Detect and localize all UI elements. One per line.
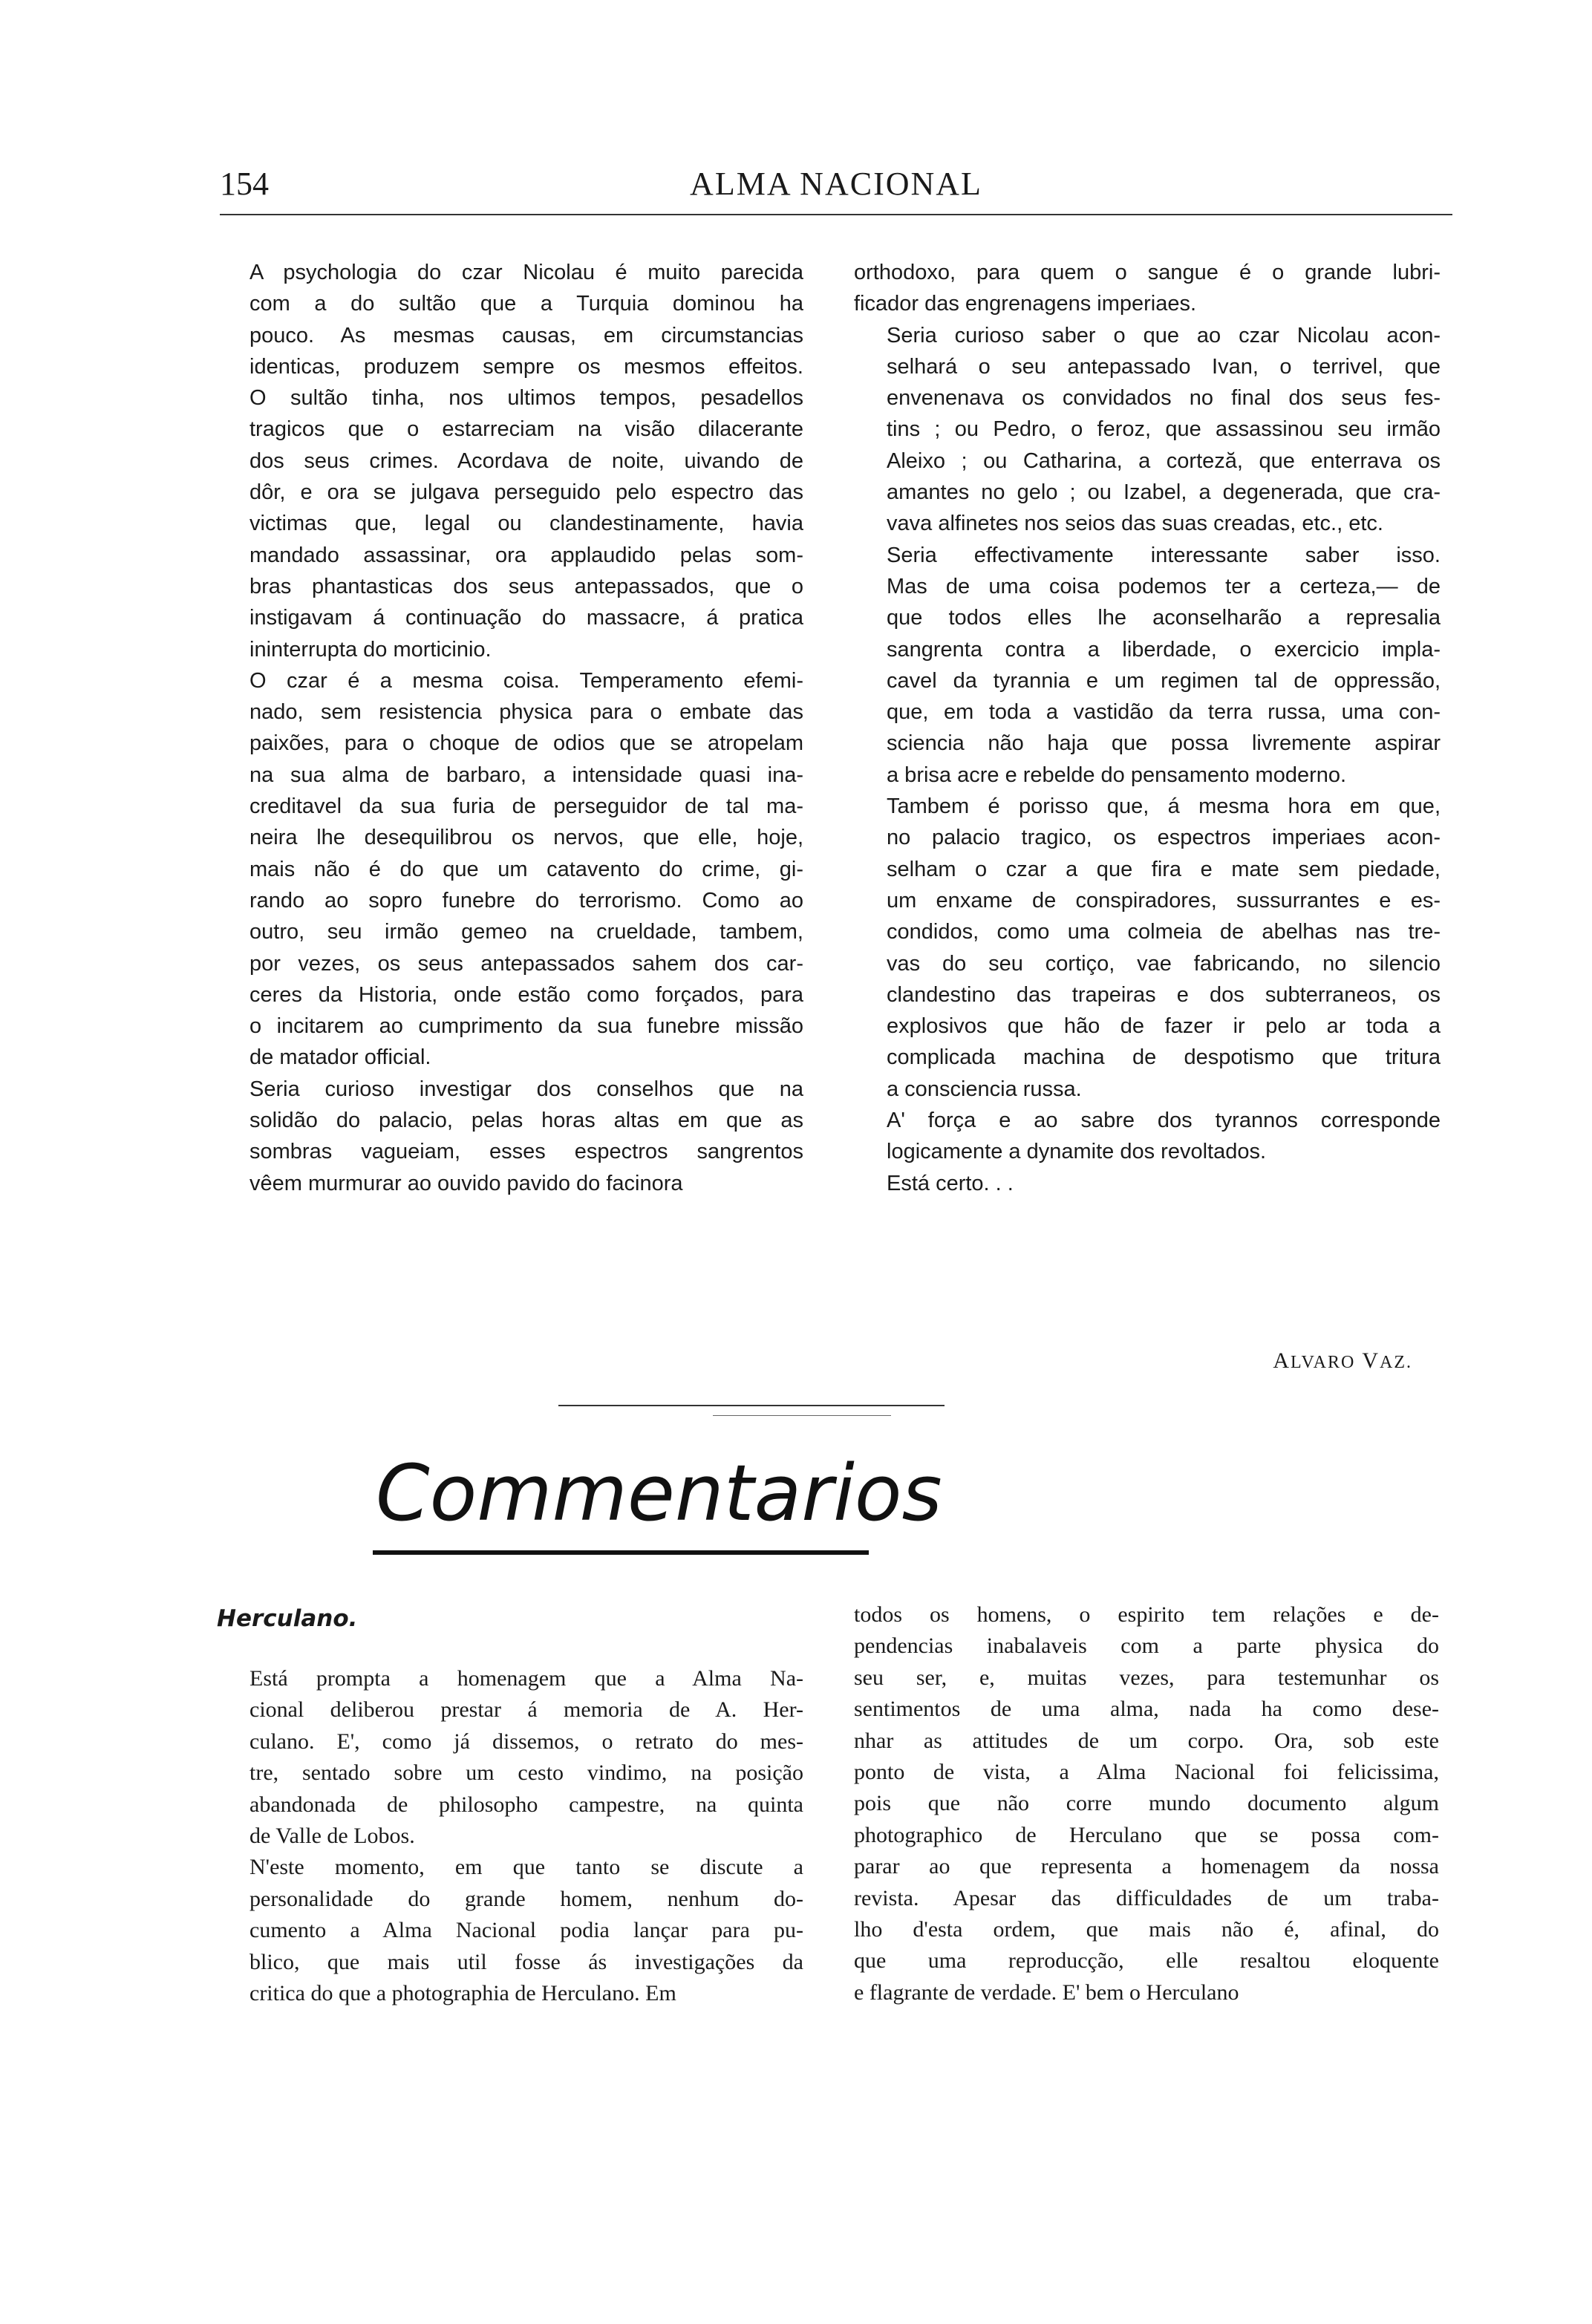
text-line: sangrenta contra a liberdade, o exercicio impla- bbox=[887, 637, 1441, 662]
text-line: um enxame de conspiradores, sussurrantes e es- bbox=[887, 888, 1441, 913]
signature-last-name: AZ. bbox=[1380, 1353, 1412, 1372]
commentarios-left-column bbox=[217, 1663, 803, 2009]
paragraph bbox=[854, 257, 1441, 320]
text-line: na sua alma de barbaro, a intensidade quasi ina- bbox=[249, 763, 803, 787]
text-line: o incitarem ao cumprimento da sua funebre missão bbox=[249, 1014, 803, 1039]
text-line: dôr, e ora se julgava perseguido pelo espectro das bbox=[249, 480, 803, 505]
text-line: vava alfinetes nos seios das suas creadas, etc., etc. bbox=[887, 512, 1383, 536]
paragraph bbox=[854, 320, 1441, 540]
text-line: cional deliberou prestar á memoria de A. Her- bbox=[249, 1697, 803, 1723]
text-line: outro, seu irmão gemeo na crueldade, tambem, bbox=[249, 920, 803, 944]
text-line: pouco. As mesmas causas, em circumstancias bbox=[249, 323, 803, 347]
paragraph bbox=[854, 1105, 1441, 1168]
text-line: tre, sentado sobre um cesto vindimo, na posição bbox=[249, 1760, 803, 1786]
text-line: sentimentos de uma alma, nada ha como dese- bbox=[854, 1697, 1439, 1722]
text-line: envenenava os convidados no final dos seus fes- bbox=[887, 386, 1441, 411]
text-line: paixões, para o choque de odios que se atropelam bbox=[249, 731, 803, 756]
paragraph bbox=[854, 1168, 1441, 1199]
paragraph bbox=[854, 1599, 1439, 2008]
text-line: Mas de uma coisa podemos ter a certeza,— de bbox=[887, 574, 1441, 598]
text-line: Está prompta a homenagem que a Alma Na- bbox=[249, 1666, 803, 1691]
subsection-heading: Herculano. bbox=[217, 1605, 358, 1632]
text-line: revista. Apesar das difficuldades de um traba- bbox=[854, 1885, 1439, 1910]
page-number: 154 bbox=[220, 166, 269, 202]
paragraph bbox=[217, 1663, 803, 1852]
text-line: mais não é do que um catavento do crime, gi- bbox=[249, 857, 803, 881]
paragraph bbox=[217, 1074, 803, 1199]
paragraph bbox=[854, 540, 1441, 791]
text-line: identicas, produzem sempre os mesmos effeitos. bbox=[249, 354, 803, 379]
text-line: N'este momento, em que tanto se discute a bbox=[249, 1855, 803, 1880]
section-divider bbox=[558, 1405, 945, 1406]
text-line: vêem murmurar ao ouvido pavido do facinora bbox=[249, 1171, 683, 1195]
text-line: que uma reproducção, elle resaltou eloquente bbox=[854, 1948, 1439, 1974]
text-line: blico, que mais util fosse ás investigações da bbox=[249, 1949, 803, 1974]
text-line: de Valle de Lobos. bbox=[249, 1824, 415, 1849]
text-line: nado, sem resistencia physica para o embate das bbox=[249, 700, 803, 725]
text-line: complicada machina de despotismo que tritura bbox=[887, 1045, 1441, 1070]
text-line: Seria effectivamente interessante saber isso. bbox=[887, 543, 1441, 567]
text-line: A psychologia do czar Nicolau é muito parecida bbox=[249, 261, 803, 284]
text-line: orthodoxo, para quem o sangue é o grande lubri- bbox=[854, 261, 1441, 284]
signature-first-name: LVARO bbox=[1290, 1353, 1356, 1372]
text-line: creditavel da sua furia de perseguidor de tal ma- bbox=[249, 794, 803, 819]
text-line: personalidade do grande homem, nenhum do- bbox=[249, 1886, 803, 1911]
text-line: Seria curioso investigar dos conselhos que na bbox=[249, 1077, 803, 1101]
paragraph bbox=[217, 665, 803, 1074]
text-line: Seria curioso saber o que ao czar Nicolau acon- bbox=[887, 323, 1441, 347]
text-line: O czar é a mesma coisa. Temperamento efemi- bbox=[249, 668, 803, 693]
text-line: pendencias inabalaveis com a parte physica do bbox=[854, 1633, 1439, 1659]
text-line: mandado assassinar, ora applaudido pelas som- bbox=[249, 543, 803, 567]
text-line: ininterrupta do morticinio. bbox=[249, 637, 492, 662]
text-line: seu ser, e, muitas vezes, para testemunhar os bbox=[854, 1665, 1439, 1690]
text-line: que todos elles lhe aconselharão a represalia bbox=[887, 606, 1441, 630]
article-right-column bbox=[854, 257, 1441, 1199]
text-line: A' força e ao sabre dos tyrannos corresponde bbox=[887, 1109, 1441, 1133]
text-line: cavel da tyrannia e um regimen tal de oppressão, bbox=[887, 668, 1441, 693]
text-line: tins ; ou Pedro, o feroz, que assassinou seu irmão bbox=[887, 417, 1441, 442]
text-line: ceres da Historia, onde estão como forçados, para bbox=[249, 982, 803, 1007]
section-divider-thin bbox=[713, 1415, 891, 1416]
text-line: Tambem é porisso que, á mesma hora em que, bbox=[887, 794, 1441, 819]
text-line: critica do que a photographia de Herculano. Em bbox=[249, 1981, 676, 2006]
text-line: instigavam á continuação do massacre, á pratica bbox=[249, 606, 803, 630]
commentarios-right-column bbox=[854, 1599, 1439, 2008]
text-line: selham o czar a que fira e mate sem piedade, bbox=[887, 857, 1441, 881]
text-line: a brisa acre e rebelde do pensamento moderno. bbox=[887, 763, 1347, 787]
text-line: rando ao sopro funebre do terrorismo. Como ao bbox=[249, 888, 803, 913]
text-line: que, em toda a vastidão da terra russa, uma con- bbox=[887, 700, 1441, 725]
journal-title: ALMA NACIONAL bbox=[690, 166, 982, 202]
text-line: Está certo. . . bbox=[887, 1171, 1014, 1195]
text-line: explosivos que hão de fazer ir pelo ar toda a bbox=[887, 1014, 1441, 1039]
paragraph bbox=[217, 1852, 803, 2009]
text-line: e flagrante de verdade. E' bem o Herculano bbox=[854, 1979, 1239, 2005]
text-line: lho d'esta ordem, que mais não é, afinal, do bbox=[854, 1917, 1439, 1942]
text-line: solidão do palacio, pelas horas altas em que as bbox=[249, 1109, 803, 1133]
text-line: culano. E', como já dissemos, o retrato do mes- bbox=[249, 1729, 803, 1754]
text-line: O sultão tinha, nos ultimos tempos, pesadellos bbox=[249, 386, 803, 411]
text-line: cumento a Alma Nacional podia lançar para pu- bbox=[249, 1918, 803, 1943]
article-left-column bbox=[217, 257, 803, 1199]
text-line: sombras vagueiam, esses espectros sangrentos bbox=[249, 1140, 803, 1164]
text-line: victimas que, legal ou clandestinamente, havia bbox=[249, 512, 803, 536]
author-signature bbox=[854, 1348, 1412, 1374]
text-line: amantes no gelo ; ou Izabel, a degenerada, que cra- bbox=[887, 480, 1441, 505]
text-line: logicamente a dynamite dos revoltados. bbox=[887, 1140, 1267, 1164]
paragraph bbox=[217, 257, 803, 665]
text-line: por vezes, os seus antepassados sahem dos car- bbox=[249, 951, 803, 976]
section-title: Commentarios bbox=[376, 1448, 942, 1538]
text-line: parar ao que representa a homenagem da nossa bbox=[854, 1854, 1439, 1879]
paragraph bbox=[854, 791, 1441, 1105]
text-line: nhar as attitudes de um corpo. Ora, sob este bbox=[854, 1728, 1439, 1753]
text-line: com a do sultão que a Turquia dominou ha bbox=[249, 292, 803, 316]
text-line: vas do seu cortiço, vae fabricando, no silencio bbox=[887, 951, 1441, 976]
text-line: todos os homens, o espirito tem relações e de- bbox=[854, 1602, 1439, 1627]
running-head bbox=[220, 165, 1452, 209]
text-line: a consciencia russa. bbox=[887, 1077, 1082, 1101]
text-line: tragicos que o estarreciam na visão dilacerante bbox=[249, 417, 803, 442]
text-line: condidos, como uma colmeia de abelhas nas tre- bbox=[887, 920, 1441, 944]
text-line: pois que não corre mundo documento algum bbox=[854, 1791, 1439, 1816]
text-line: bras phantasticas dos seus antepassados, que o bbox=[249, 574, 803, 598]
header-rule bbox=[220, 214, 1452, 215]
text-line: ponto de vista, a Alma Nacional foi felicissima, bbox=[854, 1760, 1439, 1785]
text-line: de matador official. bbox=[249, 1045, 431, 1070]
text-line: neira lhe desequilibrou os nervos, que elle, hoje, bbox=[249, 826, 803, 850]
text-line: ficador das engrenagens imperiaes. bbox=[854, 292, 1197, 316]
signature-initial: V bbox=[1362, 1348, 1380, 1373]
text-line: no palacio tragico, os espectros imperiaes acon- bbox=[887, 826, 1441, 850]
text-line: dos seus crimes. Acordava de noite, uivando de bbox=[249, 448, 803, 473]
text-line: clandestino das trapeiras e dos subterraneos, os bbox=[887, 982, 1441, 1007]
text-line: Aleixo ; ou Catharina, a corteză, que enterrava os bbox=[887, 448, 1441, 473]
text-line: selhará o seu antepassado Ivan, o terrivel, que bbox=[887, 354, 1441, 379]
text-line: sciencia não haja que possa livremente aspirar bbox=[887, 731, 1441, 756]
text-line: photographico de Herculano que se possa com- bbox=[854, 1822, 1439, 1847]
section-title-underline bbox=[373, 1550, 869, 1555]
signature-initial: A bbox=[1273, 1348, 1291, 1373]
text-line: abandonada de philosopho campestre, na quinta bbox=[249, 1792, 803, 1817]
